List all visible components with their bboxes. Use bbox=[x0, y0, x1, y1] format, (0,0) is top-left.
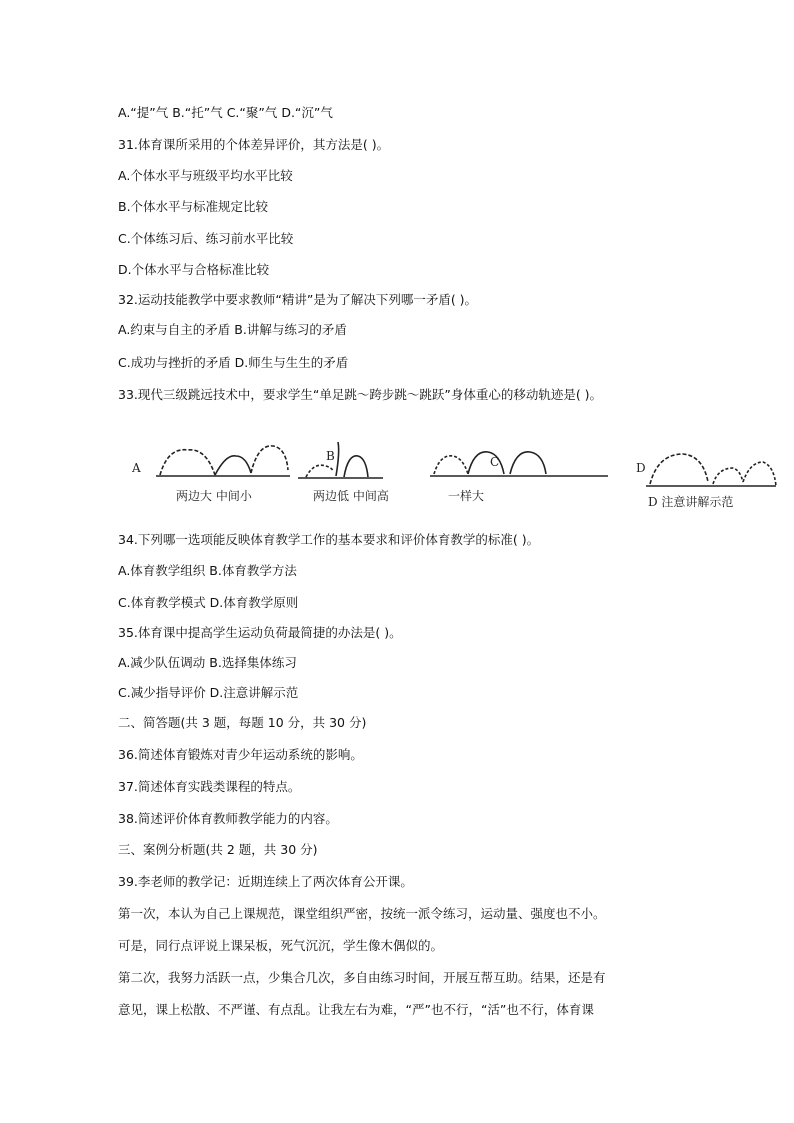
text-line: C.体育教学模式 D.体育教学原则 bbox=[118, 595, 299, 610]
text-line: D.个体水平与合格标准比较 bbox=[118, 262, 270, 277]
text-line: A.约束与自主的矛盾 B.讲解与练习的矛盾 bbox=[118, 322, 347, 337]
text-line: 31.体育课所采用的个体差异评价，其方法是( )。 bbox=[118, 137, 390, 152]
text-line: 三、案例分析题(共 2 题，共 30 分) bbox=[118, 842, 318, 857]
jump-trajectory-figure bbox=[118, 442, 788, 520]
text-line: A.减少队伍调动 B.选择集体练习 bbox=[118, 655, 297, 670]
text-line: C.个体练习后、练习前水平比较 bbox=[118, 231, 294, 246]
text-line: 33.现代三级跳远技术中，要求学生“单足跳～跨步跳～跳跃”身体重心的移动轨迹是( )。 bbox=[118, 387, 603, 402]
text-line: 39.李老师的教学记：近期连续上了两次体育公开课。 bbox=[118, 874, 413, 889]
figure-caption-b: 两边低 中间高 bbox=[313, 489, 389, 503]
figure-caption-c: 一样大 bbox=[448, 489, 485, 503]
trajectory-sketch bbox=[118, 442, 788, 520]
text-line: 第一次，本认为自己上课规范，课堂组织严密，按统一派令练习，运动量、强度也不小。 bbox=[118, 906, 606, 921]
figure-label-a: A bbox=[132, 461, 141, 475]
text-line: 二、简答题(共 3 题，每题 10 分，共 30 分) bbox=[118, 715, 367, 730]
text-line: 第二次，我努力活跃一点，少集合几次，多自由练习时间，开展互帮互助。结果，还是有 bbox=[118, 970, 606, 985]
figure-label-d: D bbox=[636, 461, 646, 475]
figure-label-b: B bbox=[326, 449, 335, 463]
text-line: A.“提”气 B.“托”气 C.“聚”气 D.“沉”气 bbox=[118, 105, 333, 120]
text-line: 34.下列哪一选项能反映体育教学工作的基本要求和评价体育教学的标准( )。 bbox=[118, 532, 540, 547]
text-line: 35.体育课中提高学生运动负荷最简捷的办法是( )。 bbox=[118, 625, 402, 640]
figure-label-c: C bbox=[490, 455, 500, 469]
text-line: 38.简述评价体育教师教学能力的内容。 bbox=[118, 811, 338, 826]
text-line: 36.简述体育锻炼对青少年运动系统的影响。 bbox=[118, 747, 363, 762]
text-line: A.个体水平与班级平均水平比较 bbox=[118, 168, 293, 183]
text-line: B.个体水平与标准规定比较 bbox=[118, 199, 269, 214]
text-line: C.减少指导评价 D.注意讲解示范 bbox=[118, 685, 299, 700]
text-line: 32.运动技能教学中要求教师“精讲”是为了解决下列哪一矛盾( )。 bbox=[118, 292, 478, 307]
figure-caption-d: D 注意讲解示范 bbox=[648, 495, 734, 509]
text-line: 37.简述体育实践类课程的特点。 bbox=[118, 779, 301, 794]
figure-caption-a: 两边大 中间小 bbox=[176, 489, 252, 503]
text-line: 可是，同行点评说上课呆板，死气沉沉，学生像木偶似的。 bbox=[118, 938, 444, 953]
text-line: A.体育教学组织 B.体育教学方法 bbox=[118, 563, 297, 578]
text-line: 意见，课上松散、不严谨、有点乱。让我左右为难，“严”也不行，“活”也不行，体育课 bbox=[118, 1002, 594, 1017]
text-line: C.成功与挫折的矛盾 D.师生与生生的矛盾 bbox=[118, 355, 349, 370]
